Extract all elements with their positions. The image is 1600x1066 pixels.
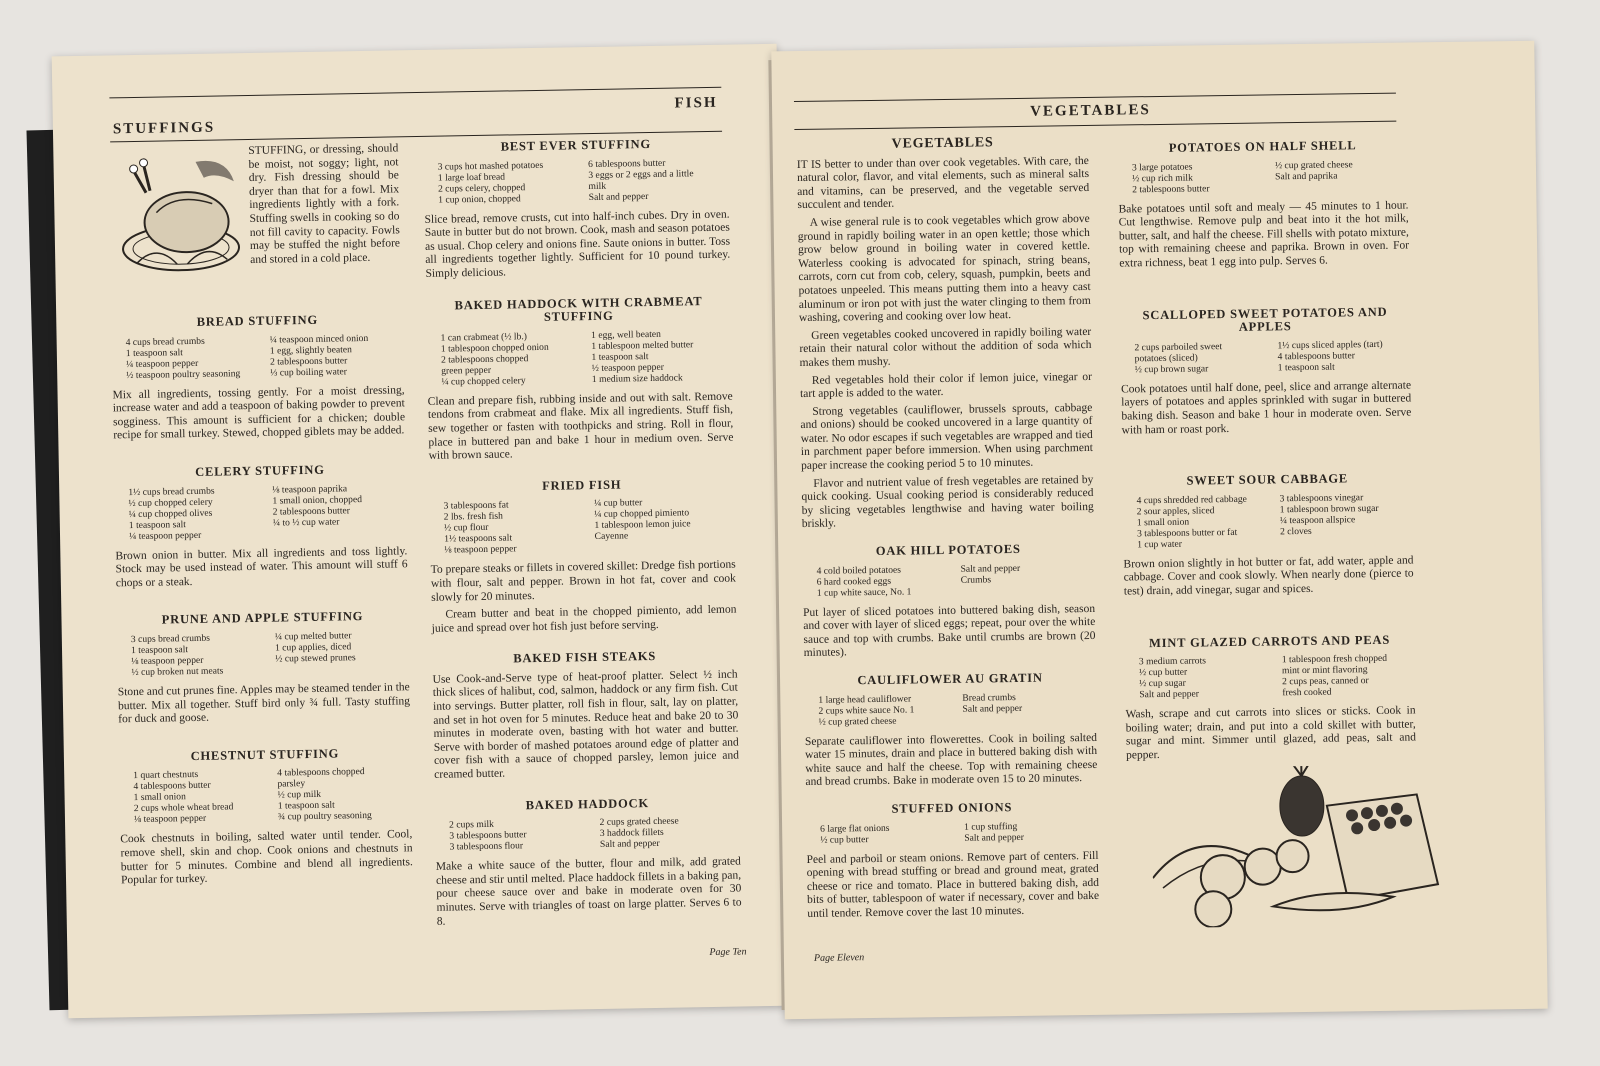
recipe-title: SWEET SOUR CABBAGE (1186, 471, 1349, 488)
ingredients-b: 1 tablespoon fresh chopped mint or mint flavoring 2 cups peas, canned or fresh cooked (1281, 652, 1388, 699)
ingredients-b: ¼ cup melted butter 1 cup applies, diced ½ cup stewed prunes (274, 630, 356, 665)
ingredients-a: 1 quart chestnuts 4 tablespoons butter 1 small onion 2 cups whole wheat bread ⅛ teaspoon pepper (133, 769, 234, 826)
directions: To prepare steaks or fillets in covered skillet: Dredge fish portions with flour, salt and pepper. Brown in hot fat, cover and cook slowly for 20 minutes. (430, 558, 736, 604)
recipe-oak-hill-potatoes (802, 542, 1096, 661)
paragraph: Red vegetables hold their color if lemon juice, vinegar or tart apple is added to the water. (799, 370, 1092, 401)
ingredients (1134, 338, 1410, 375)
ingredients-a: 1 large head cauliflower 2 cups white sauce No. 1 ½ cup grated cheese (818, 693, 915, 728)
ingredients-b: Salt and pepper Crumbs (960, 562, 1021, 586)
ingredients-a: 4 cups bread crumbs 1 teaspoon salt ¼ teaspoon pepper ½ teaspoon poultry seasoning (125, 335, 241, 381)
recipe-title: CHESTNUT STUFFING (190, 746, 340, 763)
recipe-title: MINT GLAZED CARROTS AND PEAS (1148, 632, 1391, 650)
recipe-title: STUFFED ONIONS (891, 800, 1013, 816)
ingredients-a: 4 cups shredded red cabbage 2 sour apples, sliced 1 small onion 3 tablespoons butter or fat 1 cup water (1136, 493, 1247, 551)
recipe-sweet-sour-cabbage (1122, 472, 1414, 599)
recipe-title: BAKED HADDOCK WITH CRABMEAT STUFFING (454, 293, 703, 325)
recipe-cauliflower-au-gratin (804, 671, 1098, 790)
header-rule (109, 87, 721, 99)
header-rule (794, 93, 1396, 102)
ingredients-a: 3 cups hot mashed potatoes 1 large loaf bread 2 cups celery, chopped 1 cup onion, chopped (437, 159, 544, 206)
recipe-title: CAULIFLOWER AU GRATIN (857, 670, 1043, 688)
recipe-title: OAK HILL POTATOES (875, 541, 1021, 558)
directions: Cook chestnuts in boiling, salted water until tender. Cool, remove shell, skin and chop. Cook onions and chestnuts in butter for 5 minutes. Combine and blend all ingredients. Popular for turkey. (120, 828, 413, 887)
directions: Put layer of sliced potatoes into buttered baking dish, season and cover with layer of sliced eggs; repeat, pour over the white sauce and top with crumbs. Bake until crumbs are brown (20 minutes). (803, 602, 1096, 660)
ingredients-b: 4 tablespoons chopped parsley ½ cup milk 1 teaspoon salt ¾ cup poultry seasoning (277, 766, 372, 823)
directions: Slice bread, remove crusts, cut into half-inch cubes. Dry in oven. Saute in butter but do not brown. Cook, mash and season potatoes as usual. Chop celery and onions fine. Saute onions in butter. Toss all ingredients together lightly. Sufficient for 10 pound turkey. Simply delicious. (424, 208, 731, 280)
page-number: Page Ten (709, 946, 747, 959)
recipe-baked-fish-steaks (432, 649, 739, 783)
header-rule-2 (794, 121, 1396, 130)
directions-2: Cream butter and beat in the chopped pimiento, add lemon juice and spread over hot fish just before serving. (431, 603, 737, 635)
ingredients-b: 3 tablespoons vinegar 1 tablespoon brown sugar ¼ teaspoon allspice 2 cloves (1279, 491, 1379, 538)
roast-turkey-illustration (115, 151, 245, 281)
directions: Stone and cut prunes fine. Apples may be steamed tender in the butter. Mix all together. Stuff bird only ¾ full. Tasty stuffing for duck and goose. (117, 681, 411, 726)
recipe-title: FRIED FISH (541, 477, 622, 493)
recipe-title: POTATOES ON HALF SHELL (1168, 138, 1357, 155)
recipe-title: SCALLOPED SWEET POTATOES AND APPLES (1142, 304, 1388, 335)
ingredients (443, 496, 735, 556)
ingredients-a: 3 medium carrots ½ cup butter ½ cup sugar Salt and pepper (1138, 655, 1207, 701)
ingredients (128, 482, 407, 542)
directions: Bake potatoes until soft and mealy — 45 minutes to 1 hour. Cut lengthwise. Remove pulp and beat into it the hot milk, butter, salt, and half the cheese. Fill shells with potato mixture, top with remaining cheese and paprika. Brown in oven. For extra richness, beat 1 egg into pulp. Serves 6. (1118, 199, 1410, 270)
paragraph: A wise general rule is to cook vegetables which grow above ground in rapidly boiling water in an open kettle; those which grow below ground in boiling water in covered kettle. Waterless cooking is advocated for spinach, string beans, carrots, corn cut from cob, celery, squash, pumpkin, beets and potatoes unpeeled. This means putting them into a heavy cast aluminum or iron pot with just the water clinging to them from washing, covering and cooking over low heat. (797, 212, 1091, 325)
directions: Peel and parboil or steam onions. Remove part of centers. Fill opening with bread stuffing or bread and ground meat, grated cheese or rice and tomato. Place in buttered baking dish, add bits of butter, tablespoon of water if necessary, cover and bake until tender. Remove cover the last 10 minutes. (806, 849, 1100, 920)
ingredients (1137, 491, 1414, 550)
ingredients (133, 766, 412, 826)
directions: Clean and prepare fish, rubbing inside and out with salt. Remove tendons from crabmeat and flake. Mix all ingredients. Stuff fish, sew together or fasten with toothpicks and string. Roll in flour, place in buttered pan and bake 1 hour in medium oven. Serve with brown sauce. (427, 390, 734, 463)
ingredients (1132, 158, 1408, 195)
recipe-title: BEST EVER STUFFING (500, 136, 652, 154)
stuffings-column (111, 312, 413, 892)
directions: Make a white sauce of the butter, flour and milk, add grated cheese and stir until melted. Place haddock fillets in a baking pan, pour cheese sauce over and bake in moderate oven for 30 minutes. Serve with triangles of toast on large platter. Serves 6 to 8. (435, 855, 742, 928)
vegetables-intro (797, 135, 1094, 532)
header-vegetables: VEGETABLES (1030, 102, 1151, 120)
recipe-fried-fish (429, 476, 737, 636)
ingredients (441, 327, 733, 387)
ingredients-a: 4 cold boiled potatoes 6 hard cooked eggs 1 cup white sauce, No. 1 (816, 564, 912, 599)
recipe-celery-stuffing (114, 462, 408, 590)
header-stuffings: STUFFINGS (112, 119, 216, 138)
ingredients-a: 3 cups bread crumbs 1 teaspoon salt ⅛ teaspoon pepper ½ cup broken nut meats (130, 632, 224, 679)
ingredients-a: 2 cups milk 3 tablespoons butter 3 tablespoons flour (449, 819, 527, 853)
paragraph: IT IS better to under than over cook vegetables. With care, the natural color, flavor, and vital elements, such as mineral salts and vitamins, can be preserved, and the vegetable served succulent and tender. (796, 154, 1090, 212)
fish-column (423, 137, 742, 933)
ingredients-b: 2 cups grated cheese 3 haddock fillets Salt and pepper (599, 815, 679, 851)
recipe-potatoes-half-shell (1118, 138, 1410, 271)
recipe-best-ever-stuffing (423, 137, 730, 282)
recipe-bread-stuffing (111, 312, 405, 443)
page-number: Page Eleven (813, 952, 865, 964)
paragraph: Strong vegetables (cauliflower, brussels sprouts, cabbage and onions) should be cooked uncovered in a large quantity of water. No odor escapes if such vegetables are wrapped and tied in parchment paper before immersion. When using parchment paper increase the cooking period 5 to 10 minutes. (800, 401, 1093, 473)
recipe-title: BAKED HADDOCK (525, 795, 650, 812)
vegetables-column (797, 135, 1100, 926)
ingredients-b: 1 cup stuffing Salt and pepper (964, 820, 1025, 844)
ingredients-b: ¼ cup butter ¼ cup chopped pimiento 1 tablespoon lemon juice Cayenne (593, 497, 691, 543)
directions: Wash, scrape and cut carrots into slices or sticks. Cook in boiling water; drain, and put into a cold skillet with butter, sugar and mint. Simmer until glazed, add peas, salt and pepper. (1125, 704, 1417, 762)
directions: Brown onion slightly in hot butter or fat, add water, apple and cabbage. Cover and cook slowly. When nearly done (pierce to test) drain, add vinegar, sugar and spices. (1123, 554, 1414, 598)
ingredients-b: 1½ cups sliced apples (tart) 4 tablespoons butter 1 teaspoon salt (1277, 338, 1383, 374)
ingredients-b: ⅛ teaspoon paprika 1 small onion, chopped 2 tablespoons butter ¼ to ½ cup water (272, 482, 363, 529)
ingredients (816, 562, 1094, 599)
directions: Mix all ingredients, tossing gently. For a moist dressing, increase water and add a teaspoon of baking powder to prevent sogginess. This amount is sufficient for a chicken; double recipe for small turkey. Stewed, chopped giblets may be added. (112, 383, 406, 442)
ingredients-b: 1 egg, well beaten 1 tablespoon melted butter 1 teaspoon salt ½ teaspoon pepper 1 medium size haddock (591, 328, 694, 385)
vegetables-column-2 (1118, 138, 1417, 766)
recipe-prune-apple-stuffing (116, 610, 410, 727)
section-title: VEGETABLES (891, 135, 994, 152)
ingredients-a: 3 tablespoons fat 2 lbs. fresh fish ½ cup flour 1½ teaspoons salt ⅛ teaspoon pepper (443, 499, 517, 556)
directions: Separate cauliflower into flowerettes. Cook in boiling salted water 15 minutes, drain and place in buttered baking dish with white sauce and half the cheese. Top with remaining cheese and bread crumbs. Bake in moderate oven 15 to 20 minutes. (804, 731, 1098, 789)
vegetable-basket-illustration (1151, 764, 1453, 928)
ingredients-b: ½ cup grated cheese Salt and paprika (1274, 158, 1353, 182)
ingredients (1139, 653, 1416, 701)
intro-text: STUFFING, or dressing, should be moist, not soggy; light, not dry. Fish dressing should be dryer than that for a fowl. Mix ingredients lightly with a fork. Stuffing swells in cooking so do not fill cavity to capacity. Fowls may be stuffed the night before and stored in a cold place. (248, 142, 401, 266)
ingredients-b: 6 tablespoons butter 3 eggs or 2 eggs and a little milk Salt and pepper (588, 157, 694, 203)
ingredients-a: 1½ cups bread crumbs ½ cup chopped celery ¼ cup chopped olives 1 teaspoon salt ¼ teaspoon pepper (128, 485, 215, 542)
ingredients-a: 1 can crabmeat (½ lb.) 1 tablespoon chopped onion 2 tablespoons chopped green pepper ¼ cup chopped celery (440, 330, 549, 388)
left-page (52, 44, 794, 1019)
recipe-mint-glazed-carrots (1124, 633, 1416, 763)
paragraph: Flavor and nutrient value of fresh vegetables are retained by quick cooking. Usual cooking period is considerably reduced by slicing vegetables lengthwise and having water boiling briskly. (801, 473, 1094, 531)
recipe-baked-haddock-crabmeat (426, 294, 734, 463)
ingredients (126, 332, 405, 381)
ingredients-a: 2 cups parboiled sweet potatoes (sliced) ½ cup brown sugar (1134, 340, 1223, 376)
ingredients-a: 6 large flat onions ½ cup butter (820, 822, 890, 846)
recipe-title: CELERY STUFFING (195, 462, 325, 479)
ingredients (131, 629, 410, 678)
ingredients-b: Bread crumbs Salt and pepper (962, 691, 1023, 715)
right-page (771, 41, 1547, 1020)
ingredients (438, 156, 730, 205)
ingredients (818, 690, 1096, 727)
recipe-title: BREAD STUFFING (196, 312, 319, 329)
directions: Brown onion in butter. Mix all ingredients and toss lightly. Stock may be used instead of water. This amount will stuff 6 chops or a steak. (115, 544, 408, 590)
recipe-scalloped-sweet-potatoes (1120, 305, 1412, 438)
recipe-baked-haddock (435, 795, 742, 929)
ingredients-b: ¼ teaspoon minced onion 1 egg, slightly beaten 2 tablespoons butter ⅓ cup boiling water (269, 332, 369, 379)
header-fish: FISH (674, 94, 718, 112)
directions: Use Cook-and-Serve type of heat-proof platter. Select ½ inch thick slices of halibut, cod, salmon, haddock or any firm fish. Cut into servings. Butter platter, roll fish in flour, salt, lay on platter, and set in hot oven for 5 minutes. Reduce heat and bake 20 to 30 minutes in moderate oven, basting with hot water and butter. Serve with border of mashed potatoes around edge of platter and cover fish with a sauce of chopped parsley, lemon juice and creamed butter. (432, 668, 740, 781)
recipe-title: PRUNE AND APPLE STUFFING (161, 609, 364, 627)
recipe-title: BAKED FISH STEAKS (513, 649, 657, 666)
recipe-chestnut-stuffing (119, 746, 413, 888)
ingredients (820, 819, 1098, 845)
ingredients (449, 815, 741, 853)
paragraph: Green vegetables cooked uncovered in rapidly boiling water retain their natural color without the addition of soda which makes them mushy. (799, 325, 1092, 369)
stuffing-intro (248, 142, 400, 271)
directions: Cook potatoes until half done, peel, slice and arrange alternate layers of potatoes and apples sprinkled with sugar in buttered baking dish. Season and bake 1 hour in moderate oven. Serve with ham or roast pork. (1120, 379, 1412, 437)
ingredients-a: 3 large potatoes ½ cup rich milk 2 tablespoons butter (1131, 161, 1210, 195)
recipe-stuffed-onions (806, 800, 1100, 922)
